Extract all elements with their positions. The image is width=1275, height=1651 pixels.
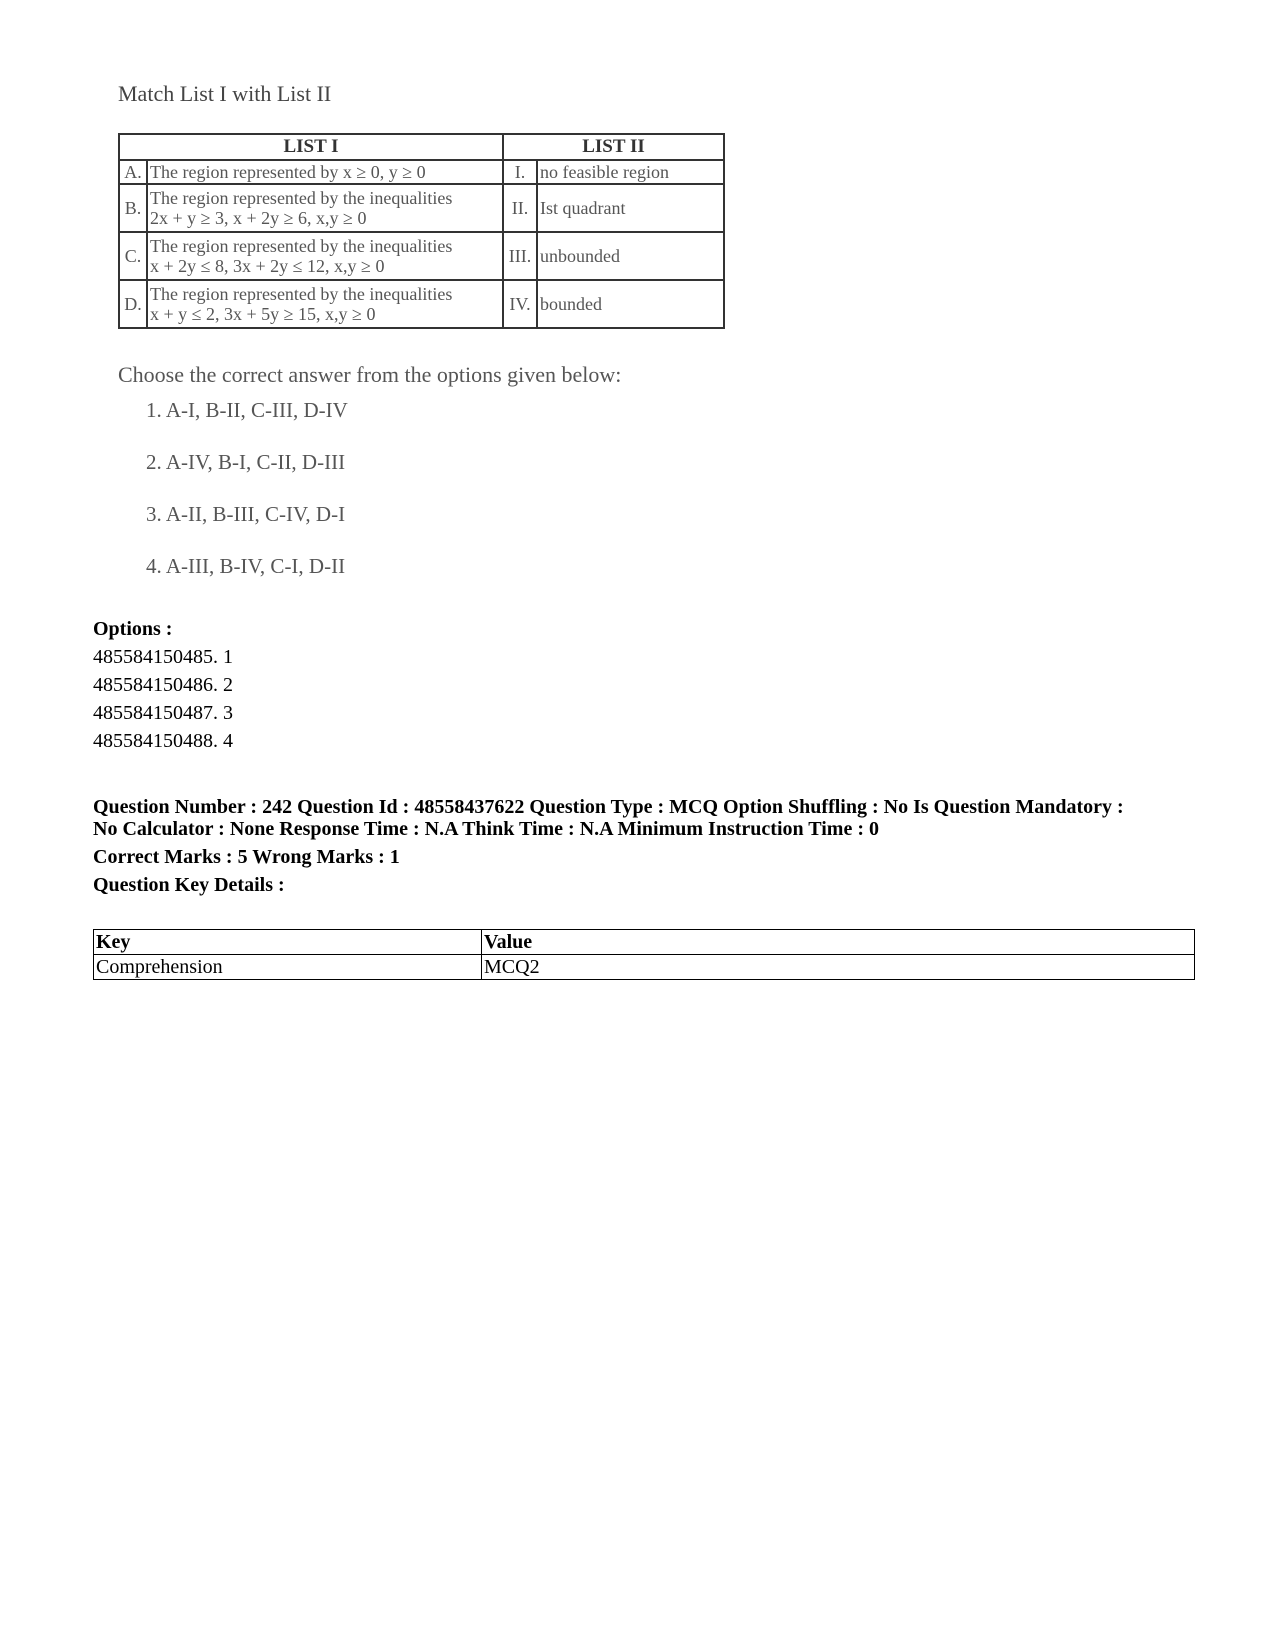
key-details-table [93, 929, 1195, 980]
list2-item: unbounded [537, 232, 724, 280]
options-heading: Options : [93, 618, 173, 640]
list1-text: The region represented by the inequalities [150, 188, 453, 208]
question-image [100, 75, 740, 615]
key-details-heading: Question Key Details : [93, 874, 285, 896]
list1-text: The region represented by the inequalities [150, 236, 453, 256]
row-label: C. [119, 232, 147, 280]
key-cell: Comprehension [94, 955, 482, 980]
value-column-header: Value [482, 930, 1195, 955]
match-row-b [119, 184, 724, 232]
roman-label: I. [503, 160, 537, 184]
match-table [118, 133, 725, 329]
question-intro: Match List I with List II [118, 81, 332, 106]
list1-item [147, 280, 503, 328]
list1-inequality: 2x + y ≥ 3, x + 2y ≥ 6, x,y ≥ 0 [150, 208, 367, 228]
key-table-header [94, 930, 1195, 955]
list1-item [147, 232, 503, 280]
roman-label: II. [503, 184, 537, 232]
answer-choice-3: 3. A-II, B-III, C-IV, D-I [146, 502, 346, 526]
row-label: A. [119, 160, 147, 184]
value-cell: MCQ2 [482, 955, 1195, 980]
list2-item: Ist quadrant [537, 184, 724, 232]
list1-inequality: x + y ≤ 2, 3x + 5y ≥ 15, x,y ≥ 0 [150, 304, 376, 324]
table-row [94, 955, 1195, 980]
marks-info: Correct Marks : 5 Wrong Marks : 1 [93, 846, 400, 868]
choose-instruction: Choose the correct answer from the options given below: [118, 362, 622, 387]
key-column-header: Key [94, 930, 482, 955]
row-label: B. [119, 184, 147, 232]
list1-header: LIST I [119, 134, 503, 160]
roman-label: III. [503, 232, 537, 280]
match-row-d [119, 280, 724, 328]
answer-choice-2: 2. A-IV, B-I, C-II, D-III [146, 450, 346, 474]
answer-choice-4: 4. A-III, B-IV, C-I, D-II [146, 554, 346, 578]
question-meta-line2: No Calculator : None Response Time : N.A Think Time : N.A Minimum Instruction Time : 0 [93, 818, 879, 840]
option-item: 485584150486. 2 [93, 674, 233, 696]
list2-item: bounded [537, 280, 724, 328]
option-item: 485584150485. 1 [93, 646, 233, 668]
roman-label: IV. [503, 280, 537, 328]
list1-text: The region represented by the inequalities [150, 284, 453, 304]
answer-choice-1: 1. A-I, B-II, C-III, D-IV [146, 398, 348, 422]
list1-inequality: x + 2y ≤ 8, 3x + 2y ≤ 12, x,y ≥ 0 [150, 256, 385, 276]
list2-item: no feasible region [537, 160, 724, 184]
list1-item [147, 184, 503, 232]
option-item: 485584150487. 3 [93, 702, 233, 724]
option-item: 485584150488. 4 [93, 730, 233, 752]
list1-item [147, 160, 503, 184]
match-row-c [119, 232, 724, 280]
list1-text: The region represented by x ≥ 0, y ≥ 0 [150, 162, 426, 182]
list2-header: LIST II [503, 134, 724, 160]
match-table-header [119, 134, 724, 160]
row-label: D. [119, 280, 147, 328]
question-meta-line1: Question Number : 242 Question Id : 48558437622 Question Type : MCQ Option Shuffling : No Is Question Mandatory : [93, 796, 1124, 818]
match-row-a [119, 160, 724, 184]
